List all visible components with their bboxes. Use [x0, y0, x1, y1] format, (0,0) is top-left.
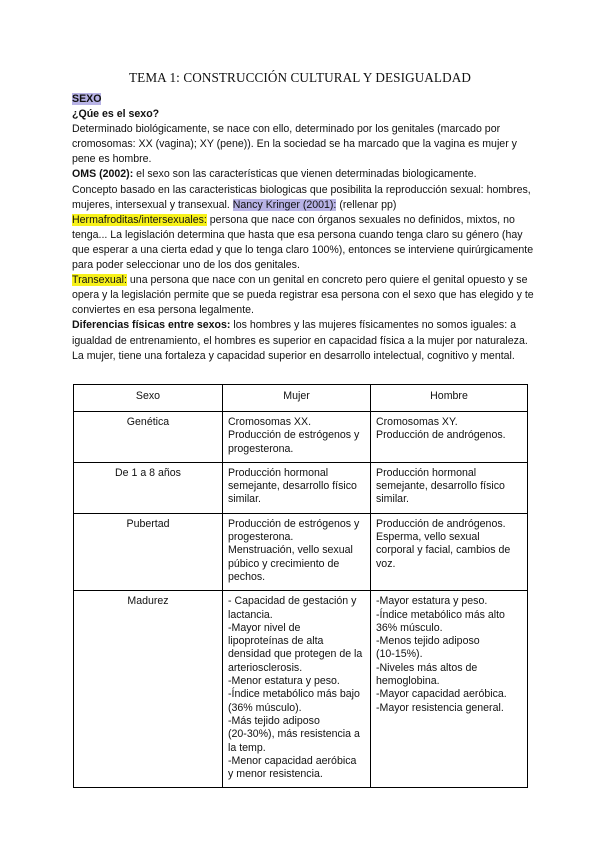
document-title: TEMA 1: CONSTRUCCIÓN CULTURAL Y DESIGUALDAD [129, 70, 471, 85]
cell-line: Producción hormonal [228, 466, 329, 479]
cell-line: pechos. [228, 570, 266, 583]
cell-mujer [223, 462, 371, 513]
cell-line: y menor resistencia. [228, 768, 323, 781]
cell-line: semejante, desarrollo físico [376, 480, 505, 493]
diferencias-text: los hombres y las mujeres físicamentes no somos iguales: a igualdad de entrenamiento, el hombres es superior en capacidad física a la mujer por naturaleza. La mujer, tiene una fortaleza y capacidad superior en desarrollo intelectual, cognitivo y mental. [72, 319, 528, 362]
table-row [74, 591, 528, 788]
hermafroditas-text: persona que nace con órganos sexuales no definidos, mixtos, no tenga... La legislación determina que hasta que esa persona cuando tenga claro su género (hay que esperar a una cierta edad y que lo tenga claro 100%), entonces se interviene quirúrgicamente para poder seleccionar uno de los dos genitales. [72, 213, 534, 272]
header-hombre: Hombre [371, 385, 528, 412]
row-label: Genética [74, 412, 223, 463]
cell-line: arteriosclerosis. [228, 661, 303, 674]
cell-line: -Mayor nivel de [228, 621, 301, 634]
cell-line: -Índice metabólico más bajo [228, 688, 360, 701]
concept-text: Concepto basado en las caracteristicas biologicas que posibilita la reproducción sexual: hombres, mujeres, intersexual y transexual. [72, 183, 531, 211]
cell-line: Esperma, vello sexual [376, 531, 480, 544]
cell-line: -Índice metabólico más alto [376, 608, 505, 621]
cell-line: -Mayor capacidad aeróbica. [376, 688, 507, 701]
paragraph-definition: Determinado biológicamente, se nace con ello, determinado por los genitales (marcado por cromosomas: XX (vagina); XY (pene)). En la sociedad se ha marcado que la vagina es mujer y pene es hombre. [72, 123, 517, 166]
cell-line: similar. [376, 493, 409, 506]
paragraph-oms [72, 167, 534, 182]
cell-line: -Mayor estatura y peso. [376, 595, 488, 608]
question-heading: ¿Qúe es el sexo? [72, 108, 160, 121]
cell-line: voz. [376, 557, 396, 570]
cell-line: Producción de andrógenos. [376, 517, 506, 530]
cell-line: -Niveles más altos de [376, 661, 478, 674]
cell-line: Cromosomas XX. [228, 416, 312, 428]
cell-line: semejante, desarrollo físico [228, 480, 357, 493]
cell-line: Producción de estrógenos y [228, 517, 360, 530]
cell-mujer [223, 513, 371, 590]
paragraph-diferencias [72, 318, 534, 363]
cell-mujer [223, 591, 371, 788]
cell-line: densidad que protegen de la [228, 648, 363, 661]
row-label: Pubertad [74, 513, 223, 590]
table-row [74, 412, 528, 463]
cell-line: -Menor estatura y peso. [228, 675, 340, 688]
table-header-row [74, 385, 528, 412]
paragraph-transexual [72, 273, 534, 318]
cell-hombre [371, 412, 528, 463]
concept-note: (rellenar pp) [336, 198, 397, 211]
oms-text: el sexo son las características que vienen determinadas biologicamente. [133, 168, 477, 181]
cell-line: Producción de andrógenos. [376, 429, 506, 442]
cell-line: hemoglobina. [376, 675, 440, 688]
cell-mujer [223, 412, 371, 463]
paragraph-hermafroditas [72, 213, 534, 273]
cell-line: Producción de estrógenos y [228, 429, 360, 442]
paragraph-concept [72, 183, 534, 213]
cell-line: corporal y facial, cambios de [376, 544, 511, 557]
cell-line: Menstruación, vello sexual [228, 544, 353, 557]
header-sexo: Sexo [74, 385, 223, 412]
oms-label: OMS (2002): [72, 168, 134, 181]
cell-line: progesterona. [228, 442, 294, 455]
cell-line: -Menos tejido adiposo [376, 635, 480, 648]
document-body [72, 92, 534, 364]
section-heading-text: SEXO [72, 93, 102, 105]
cell-line: 36% músculo. [376, 621, 443, 634]
hermafroditas-label: Hermafroditas/intersexuales: [72, 213, 207, 226]
cell-line: -Menor capacidad aeróbica [228, 754, 357, 767]
cell-line: Cromosomas XY. [376, 416, 458, 428]
cell-line: púbico y crecimiento de [228, 557, 340, 570]
transexual-label: Transexual: [72, 274, 127, 287]
cell-line: lipoproteínas de alta [228, 635, 324, 648]
cell-line: lactancia. [228, 608, 273, 621]
cell-line: (10-15%). [376, 648, 423, 661]
table-row [74, 462, 528, 513]
cell-line: (20-30%), más resistencia a [228, 728, 360, 741]
cell-line: - Capacidad de gestación y [228, 595, 357, 608]
diferencias-label: Diferencias físicas entre sexos: [72, 319, 231, 332]
section-heading [72, 92, 534, 107]
citation-highlight: Nancy Kringer (2001): [232, 198, 337, 211]
cell-hombre [371, 591, 528, 788]
comparison-table [73, 384, 528, 788]
cell-line: Producción hormonal [376, 466, 477, 479]
header-mujer: Mujer [223, 385, 371, 412]
cell-line: (36% músculo). [228, 701, 302, 714]
cell-hombre [371, 462, 528, 513]
cell-line: la temp. [228, 741, 266, 754]
cell-line: -Mayor resistencia general. [376, 701, 504, 714]
row-label: De 1 a 8 años [74, 462, 223, 513]
cell-hombre [371, 513, 528, 590]
cell-line: similar. [228, 493, 261, 506]
cell-line: -Más tejido adiposo [228, 714, 320, 727]
transexual-text: una persona que nace con un genital en concreto pero quiere el genital opuesto y se opera y la legislación permite que se pueda registrar esa persona con el sexo que has elegido y te conviertes en esa persona legalmente. [72, 274, 534, 317]
table-row [74, 513, 528, 590]
row-label: Madurez [74, 591, 223, 788]
cell-line: progesterona. [228, 531, 294, 544]
